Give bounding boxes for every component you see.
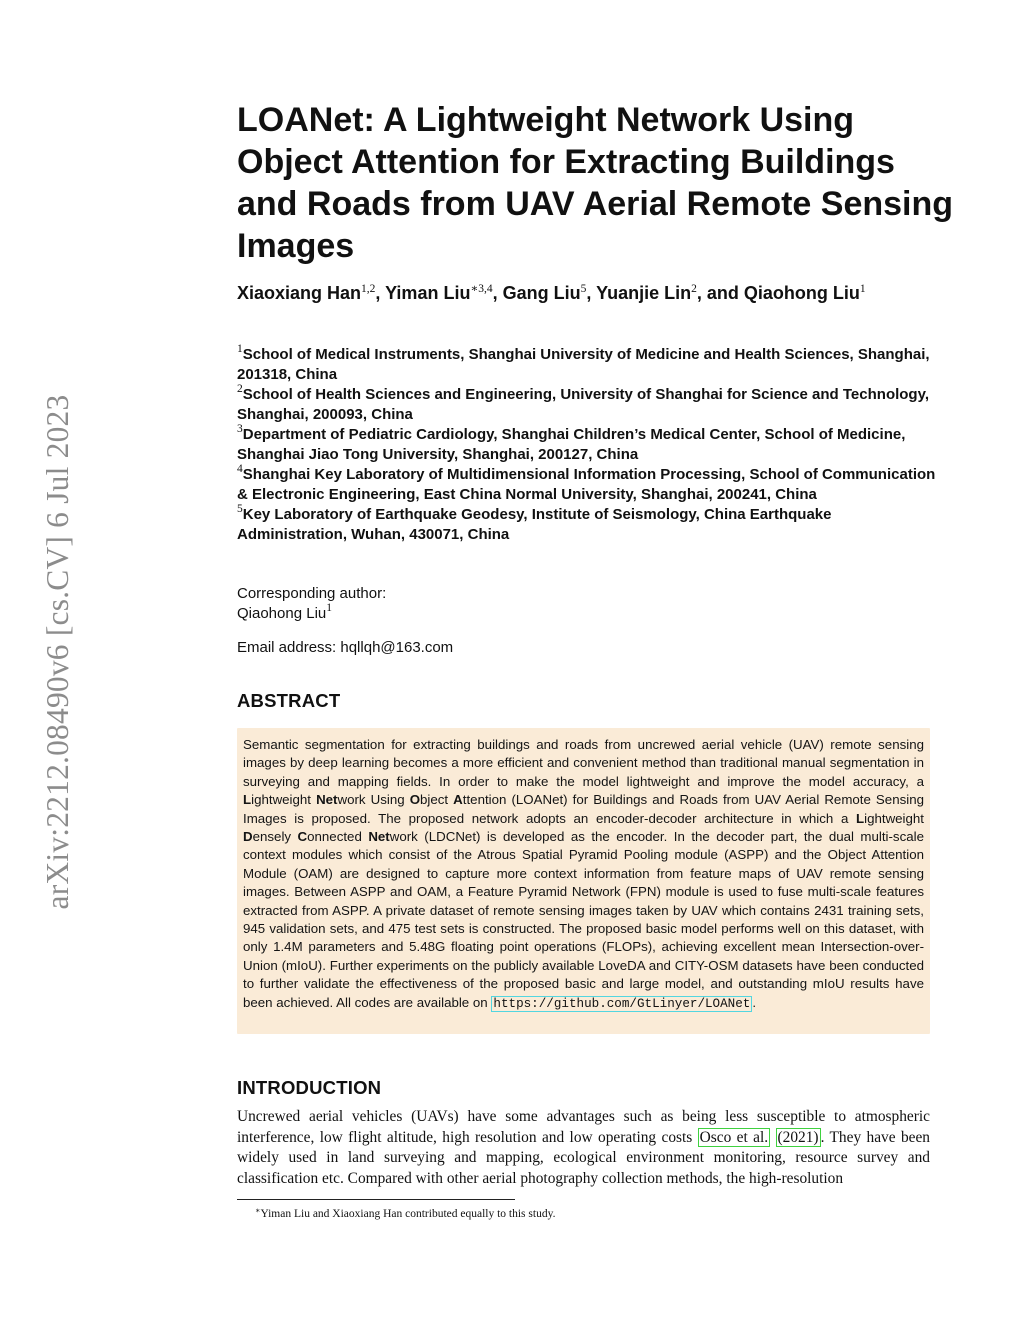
affiliation-item xyxy=(237,425,937,465)
acronym-letter: Net xyxy=(316,792,338,808)
arxiv-identifier-stamp: arXiv:2212.08490v6 [cs.CV] 6 Jul 2023 xyxy=(40,394,75,910)
footnote-divider xyxy=(237,1199,515,1200)
abstract-segment: . xyxy=(752,994,757,1010)
affiliation-number: 1 xyxy=(237,343,243,355)
author-list xyxy=(237,281,937,305)
acronym-letter: C xyxy=(297,829,308,845)
affiliation-number: 3 xyxy=(237,423,243,435)
abstract-segment: ightweight xyxy=(251,792,317,808)
introduction-segment: Uncrewed aerial vehicles (UAVs) have some advantages such as being less susceptible to atmospheric interference, low flight altitude, high resolution and low operating costs xyxy=(237,1108,930,1146)
corresponding-name-line xyxy=(237,604,386,624)
author-separator: , xyxy=(586,283,597,303)
author-separator: , and xyxy=(696,283,744,303)
abstract-segment: Semantic segmentation for extracting buildings and roads from uncrewed aerial vehicle (UAV) remote sensing images by deep learning becomes a more efficient and convenient method than traditional manual segmentation in surveying and mapping fields. In order to make the model lightweight and improve the model accuracy, a xyxy=(243,737,924,789)
author-separator: , xyxy=(492,283,503,303)
introduction-heading: INTRODUCTION xyxy=(237,1077,382,1098)
affiliation-number: 2 xyxy=(237,383,243,395)
paper-title: LOANet: A Lightweight Network Using Object Attention for Extracting Buildings and Roads from UAV Aerial Remote Sensing Images xyxy=(237,101,954,265)
citation-author-link[interactable]: Osco et al. xyxy=(699,1128,769,1146)
author-affiliation-mark: 5 xyxy=(580,283,587,295)
acronym-letter: O xyxy=(409,792,421,808)
affiliation-text: School of Health Sciences and Engineering, University of Shanghai for Science and Technology, Shanghai, 200093, China xyxy=(237,386,929,423)
author-name: Xiaoxiang Han xyxy=(237,283,362,303)
author-separator: , xyxy=(375,283,386,303)
affiliation-item xyxy=(237,385,937,425)
affiliation-text: Shanghai Key Laboratory of Multidimensional Information Processing, School of Communication & Electronic Engineering, East China Normal University, Shanghai, 200241, China xyxy=(237,466,936,503)
affiliation-number: 4 xyxy=(237,463,243,475)
author-affiliation-mark: 1,2 xyxy=(361,283,376,295)
corresponding-name: Qiaohong Liu xyxy=(237,605,327,622)
author-affiliation-mark: ∗3,4 xyxy=(470,283,493,295)
affiliation-text: School of Medical Instruments, Shanghai University of Medicine and Health Sciences, Shanghai, 201318, China xyxy=(237,346,930,383)
author-name: Yiman Liu xyxy=(385,283,471,303)
abstract-text xyxy=(243,736,924,1013)
abstract-segment: onnected xyxy=(307,829,369,845)
author-affiliation-mark: 1 xyxy=(859,283,866,295)
footnote xyxy=(255,1207,555,1221)
acronym-letter: L xyxy=(243,792,252,808)
affiliation-number: 5 xyxy=(237,503,243,515)
github-url-link[interactable]: https://github.com/GtLinyer/LOANet xyxy=(493,996,751,1011)
acronym-letter: L xyxy=(856,810,865,826)
email-address: Email address: hqllqh@163.com xyxy=(237,639,454,656)
affiliation-item xyxy=(237,505,937,545)
abstract-segment: ightweight xyxy=(864,810,924,826)
author-affiliation-mark: 2 xyxy=(691,283,697,295)
introduction-segment: . They have been widely used in land surveying and mapping, ecological environment monitoring, resource survey and classification etc. Compared with other aerial photography collection methods, the high-resolution xyxy=(237,1128,930,1187)
author-name: Qiaohong Liu xyxy=(743,283,860,303)
affiliation-text: Key Laboratory of Earthquake Geodesy, Institute of Seismology, China Earthquake Administration, Wuhan, 430071, China xyxy=(237,506,832,543)
abstract-segment: work Using xyxy=(337,792,410,808)
corresponding-label: Corresponding author: xyxy=(237,585,387,602)
affiliation-text: Department of Pediatric Cardiology, Shanghai Children’s Medical Center, School of Medicine, Shanghai Jiao Tong University, Shanghai, 200127, China xyxy=(237,426,906,463)
affiliation-item xyxy=(237,345,937,385)
affiliation-item xyxy=(237,465,937,505)
affiliation-list xyxy=(237,345,937,545)
abstract-heading: ABSTRACT xyxy=(237,690,341,711)
citation-year-link[interactable]: (2021) xyxy=(777,1128,819,1146)
abstract-segment: work (LDCNet) is developed as the encoder. In the decoder part, the dual multi-scale context modules which consist of the Atrous Spatial Pyramid Pooling module (ASPP) and the Object Attention Module (OAM) are designed to capture more context information from feature maps of UAV remote sensing images. Between ASPP and OAM, a Feature Pyramid Network (FPN) module is used to fuse multi-scale features extracted from ASPP. A private dataset of remote sensing images taken by UAV which contains 2431 training sets, 945 validation sets, and 475 test sets is constructed. The proposed basic model performs well on this dataset, with only 1.4M parameters and 5.48G floating point operations (FLOPs), achieving excellent mean Intersection-over-Union (mIoU). Further experiments on the publicly available LoveDA and CITY-OSM datasets have been conducted to further validate the effectiveness of the proposed basic and large model, and outstanding mIoU results have been achieved. All codes are available on xyxy=(243,829,924,1010)
author-name: Gang Liu xyxy=(502,283,581,303)
footnote-text: Yiman Liu and Xiaoxiang Han contributed equally to this study. xyxy=(260,1208,556,1220)
abstract-segment: ttention (LOANet) for Buildings and Roads from UAV Aerial Remote Sensing Images is proposed. The proposed network adopts an encoder-decoder architecture in which a xyxy=(243,792,924,826)
author-name: Yuanjie Lin xyxy=(596,283,692,303)
corresponding-affiliation-mark: 1 xyxy=(326,602,332,614)
acronym-letter: D xyxy=(243,829,253,845)
acronym-letter: A xyxy=(453,792,463,808)
abstract-segment: ensely xyxy=(252,829,298,845)
corresponding-author xyxy=(237,584,386,624)
abstract-box xyxy=(237,728,930,1034)
footnote-mark: ∗ xyxy=(255,1206,261,1215)
abstract-segment: bject xyxy=(420,792,454,808)
acronym-letter: Net xyxy=(368,829,390,845)
introduction-paragraph xyxy=(237,1107,930,1189)
